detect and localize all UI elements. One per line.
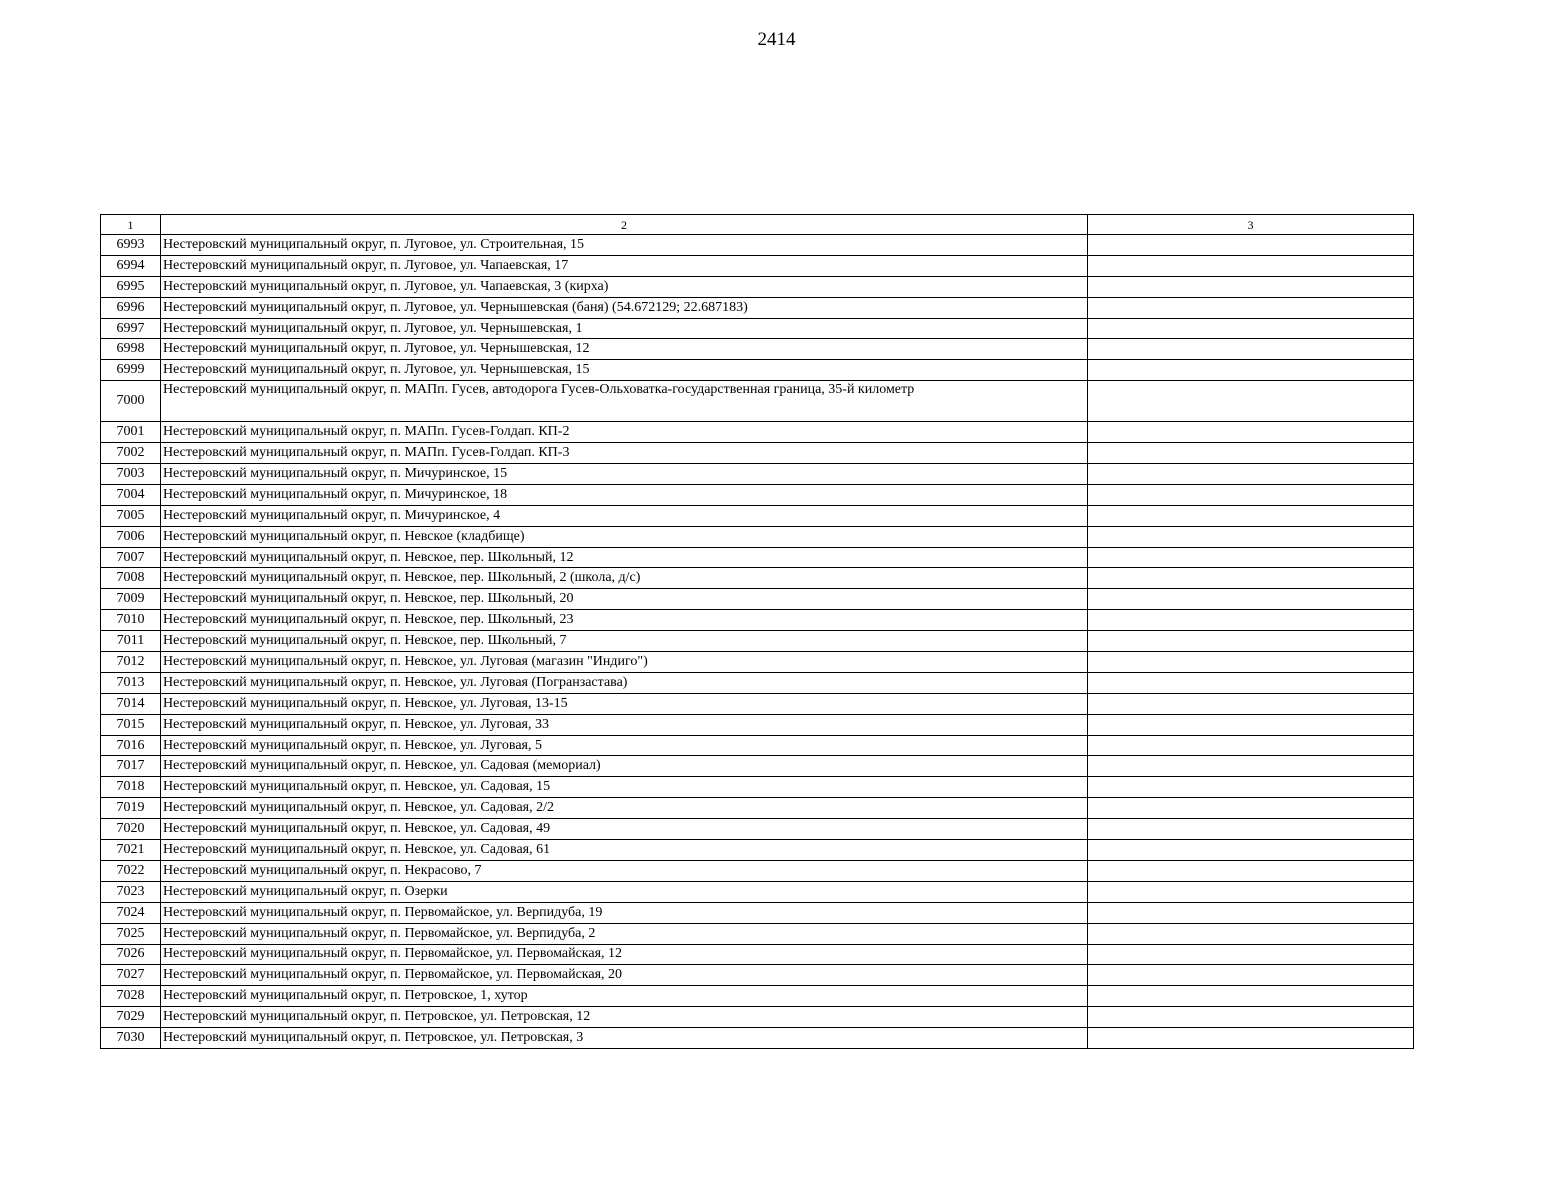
table-row xyxy=(101,255,1414,276)
row-number-cell: 7020 xyxy=(101,819,161,840)
row-number-cell: 7027 xyxy=(101,965,161,986)
table-row xyxy=(101,819,1414,840)
row-extra-cell xyxy=(1088,464,1414,485)
table-row xyxy=(101,672,1414,693)
row-extra-cell xyxy=(1088,360,1414,381)
row-extra-cell xyxy=(1088,693,1414,714)
row-extra-cell xyxy=(1088,965,1414,986)
row-address-cell: Нестеровский муниципальный округ, п. Озерки xyxy=(161,881,1088,902)
row-number-cell: 7000 xyxy=(101,381,161,422)
row-address-cell: Нестеровский муниципальный округ, п. Невское, ул. Луговая (магазин "Индиго") xyxy=(161,652,1088,673)
row-address-cell: Нестеровский муниципальный округ, п. МАПп. Гусев, автодорога Гусев-Ольховатка-государственная граница, 35-й километр xyxy=(161,381,1088,422)
row-number-cell: 7016 xyxy=(101,735,161,756)
table-row xyxy=(101,422,1414,443)
table-row xyxy=(101,735,1414,756)
row-address-cell: Нестеровский муниципальный округ, п. Невское, пер. Школьный, 20 xyxy=(161,589,1088,610)
row-address-cell: Нестеровский муниципальный округ, п. Невское, ул. Садовая, 15 xyxy=(161,777,1088,798)
row-number-cell: 7002 xyxy=(101,443,161,464)
row-extra-cell xyxy=(1088,714,1414,735)
table-row xyxy=(101,860,1414,881)
row-address-cell: Нестеровский муниципальный округ, п. Невское, пер. Школьный, 2 (школа, д/с) xyxy=(161,568,1088,589)
row-address-cell: Нестеровский муниципальный округ, п. Невское, ул. Луговая (Погранзастава) xyxy=(161,672,1088,693)
table-row xyxy=(101,318,1414,339)
table-row xyxy=(101,1028,1414,1049)
table-row xyxy=(101,881,1414,902)
table-row xyxy=(101,1007,1414,1028)
table-row xyxy=(101,297,1414,318)
table-row xyxy=(101,902,1414,923)
table-row xyxy=(101,339,1414,360)
table-row xyxy=(101,986,1414,1007)
row-extra-cell xyxy=(1088,505,1414,526)
row-address-cell: Нестеровский муниципальный округ, п. Луговое, ул. Чернышевская, 1 xyxy=(161,318,1088,339)
row-extra-cell xyxy=(1088,568,1414,589)
row-address-cell: Нестеровский муниципальный округ, п. Невское, ул. Луговая, 33 xyxy=(161,714,1088,735)
row-extra-cell xyxy=(1088,318,1414,339)
row-address-cell: Нестеровский муниципальный округ, п. Мичуринское, 18 xyxy=(161,484,1088,505)
row-address-cell: Нестеровский муниципальный округ, п. Невское, ул. Луговая, 13-15 xyxy=(161,693,1088,714)
row-extra-cell xyxy=(1088,276,1414,297)
row-extra-cell xyxy=(1088,756,1414,777)
row-number-cell: 7019 xyxy=(101,798,161,819)
row-number-cell: 7001 xyxy=(101,422,161,443)
row-number-cell: 7025 xyxy=(101,923,161,944)
row-address-cell: Нестеровский муниципальный округ, п. Луговое, ул. Строительная, 15 xyxy=(161,235,1088,256)
row-address-cell: Нестеровский муниципальный округ, п. Невское, пер. Школьный, 7 xyxy=(161,631,1088,652)
table-row xyxy=(101,798,1414,819)
table-header-row xyxy=(101,215,1414,235)
row-address-cell: Нестеровский муниципальный округ, п. Луговое, ул. Чапаевская, 17 xyxy=(161,255,1088,276)
row-number-cell: 7022 xyxy=(101,860,161,881)
row-number-cell: 7004 xyxy=(101,484,161,505)
row-extra-cell xyxy=(1088,735,1414,756)
row-number-cell: 6995 xyxy=(101,276,161,297)
row-extra-cell xyxy=(1088,798,1414,819)
row-address-cell: Нестеровский муниципальный округ, п. Невское, ул. Садовая, 49 xyxy=(161,819,1088,840)
row-extra-cell xyxy=(1088,339,1414,360)
row-address-cell: Нестеровский муниципальный округ, п. Мичуринское, 4 xyxy=(161,505,1088,526)
address-table-body xyxy=(101,215,1414,1049)
row-extra-cell xyxy=(1088,1007,1414,1028)
table-row xyxy=(101,443,1414,464)
row-extra-cell xyxy=(1088,819,1414,840)
row-extra-cell xyxy=(1088,923,1414,944)
table-row xyxy=(101,589,1414,610)
row-extra-cell xyxy=(1088,484,1414,505)
column-header-number: 1 xyxy=(101,215,161,235)
row-address-cell: Нестеровский муниципальный округ, п. Невское, ул. Садовая, 2/2 xyxy=(161,798,1088,819)
row-extra-cell xyxy=(1088,1028,1414,1049)
row-extra-cell xyxy=(1088,944,1414,965)
row-address-cell: Нестеровский муниципальный округ, п. Невское, ул. Садовая, 61 xyxy=(161,840,1088,861)
row-number-cell: 7011 xyxy=(101,631,161,652)
row-extra-cell xyxy=(1088,526,1414,547)
table-row xyxy=(101,505,1414,526)
column-header-extra: 3 xyxy=(1088,215,1414,235)
row-number-cell: 6993 xyxy=(101,235,161,256)
table-row xyxy=(101,756,1414,777)
row-number-cell: 7005 xyxy=(101,505,161,526)
address-table xyxy=(100,214,1414,1049)
row-extra-cell xyxy=(1088,443,1414,464)
row-extra-cell xyxy=(1088,381,1414,422)
row-address-cell: Нестеровский муниципальный округ, п. Первомайское, ул. Верпидуба, 2 xyxy=(161,923,1088,944)
row-number-cell: 7021 xyxy=(101,840,161,861)
table-row xyxy=(101,526,1414,547)
row-extra-cell xyxy=(1088,297,1414,318)
row-extra-cell xyxy=(1088,881,1414,902)
row-address-cell: Нестеровский муниципальный округ, п. МАПп. Гусев-Голдап. КП-2 xyxy=(161,422,1088,443)
row-number-cell: 6999 xyxy=(101,360,161,381)
row-extra-cell xyxy=(1088,547,1414,568)
table-row xyxy=(101,276,1414,297)
row-number-cell: 7017 xyxy=(101,756,161,777)
table-row xyxy=(101,777,1414,798)
table-row xyxy=(101,568,1414,589)
row-extra-cell xyxy=(1088,422,1414,443)
table-row xyxy=(101,464,1414,485)
row-number-cell: 6997 xyxy=(101,318,161,339)
row-number-cell: 7015 xyxy=(101,714,161,735)
table-row xyxy=(101,235,1414,256)
row-number-cell: 6998 xyxy=(101,339,161,360)
table-row xyxy=(101,631,1414,652)
row-number-cell: 6994 xyxy=(101,255,161,276)
table-row xyxy=(101,714,1414,735)
row-number-cell: 7007 xyxy=(101,547,161,568)
table-row xyxy=(101,693,1414,714)
row-extra-cell xyxy=(1088,840,1414,861)
row-number-cell: 7010 xyxy=(101,610,161,631)
row-extra-cell xyxy=(1088,610,1414,631)
row-address-cell: Нестеровский муниципальный округ, п. Невское, ул. Садовая (мемориал) xyxy=(161,756,1088,777)
row-address-cell: Нестеровский муниципальный округ, п. Луговое, ул. Чернышевская, 12 xyxy=(161,339,1088,360)
table-row xyxy=(101,965,1414,986)
row-number-cell: 7026 xyxy=(101,944,161,965)
row-address-cell: Нестеровский муниципальный округ, п. Невское, пер. Школьный, 12 xyxy=(161,547,1088,568)
row-address-cell: Нестеровский муниципальный округ, п. Луговое, ул. Чернышевская, 15 xyxy=(161,360,1088,381)
row-address-cell: Нестеровский муниципальный округ, п. Мичуринское, 15 xyxy=(161,464,1088,485)
table-row xyxy=(101,944,1414,965)
row-number-cell: 7030 xyxy=(101,1028,161,1049)
row-number-cell: 7008 xyxy=(101,568,161,589)
row-address-cell: Нестеровский муниципальный округ, п. Луговое, ул. Чапаевская, 3 (кирха) xyxy=(161,276,1088,297)
row-number-cell: 7013 xyxy=(101,672,161,693)
row-extra-cell xyxy=(1088,777,1414,798)
row-extra-cell xyxy=(1088,255,1414,276)
row-extra-cell xyxy=(1088,902,1414,923)
table-row xyxy=(101,547,1414,568)
row-extra-cell xyxy=(1088,589,1414,610)
row-number-cell: 7012 xyxy=(101,652,161,673)
table-row xyxy=(101,610,1414,631)
row-number-cell: 7029 xyxy=(101,1007,161,1028)
row-address-cell: Нестеровский муниципальный округ, п. Петровское, ул. Петровская, 12 xyxy=(161,1007,1088,1028)
table-row xyxy=(101,840,1414,861)
row-address-cell: Нестеровский муниципальный округ, п. Первомайское, ул. Первомайская, 20 xyxy=(161,965,1088,986)
table-row xyxy=(101,381,1414,422)
row-number-cell: 7006 xyxy=(101,526,161,547)
row-address-cell: Нестеровский муниципальный округ, п. МАПп. Гусев-Голдап. КП-3 xyxy=(161,443,1088,464)
row-address-cell: Нестеровский муниципальный округ, п. Петровское, 1, хутор xyxy=(161,986,1088,1007)
row-address-cell: Нестеровский муниципальный округ, п. Невское, пер. Школьный, 23 xyxy=(161,610,1088,631)
row-extra-cell xyxy=(1088,235,1414,256)
row-number-cell: 7023 xyxy=(101,881,161,902)
table-row xyxy=(101,360,1414,381)
table-row xyxy=(101,484,1414,505)
row-address-cell: Нестеровский муниципальный округ, п. Первомайское, ул. Первомайская, 12 xyxy=(161,944,1088,965)
page-number: 2414 xyxy=(757,29,796,50)
table-row xyxy=(101,652,1414,673)
row-number-cell: 7014 xyxy=(101,693,161,714)
row-extra-cell xyxy=(1088,860,1414,881)
row-number-cell: 6996 xyxy=(101,297,161,318)
row-extra-cell xyxy=(1088,672,1414,693)
row-address-cell: Нестеровский муниципальный округ, п. Некрасово, 7 xyxy=(161,860,1088,881)
row-number-cell: 7009 xyxy=(101,589,161,610)
row-address-cell: Нестеровский муниципальный округ, п. Луговое, ул. Чернышевская (баня) (54.672129; 22.687183) xyxy=(161,297,1088,318)
row-number-cell: 7024 xyxy=(101,902,161,923)
row-number-cell: 7028 xyxy=(101,986,161,1007)
row-extra-cell xyxy=(1088,631,1414,652)
table-row xyxy=(101,923,1414,944)
row-number-cell: 7003 xyxy=(101,464,161,485)
row-extra-cell xyxy=(1088,986,1414,1007)
row-address-cell: Нестеровский муниципальный округ, п. Невское (кладбище) xyxy=(161,526,1088,547)
row-address-cell: Нестеровский муниципальный округ, п. Первомайское, ул. Верпидуба, 19 xyxy=(161,902,1088,923)
column-header-address: 2 xyxy=(161,215,1088,235)
row-number-cell: 7018 xyxy=(101,777,161,798)
row-address-cell: Нестеровский муниципальный округ, п. Невское, ул. Луговая, 5 xyxy=(161,735,1088,756)
row-extra-cell xyxy=(1088,652,1414,673)
row-address-cell: Нестеровский муниципальный округ, п. Петровское, ул. Петровская, 3 xyxy=(161,1028,1088,1049)
